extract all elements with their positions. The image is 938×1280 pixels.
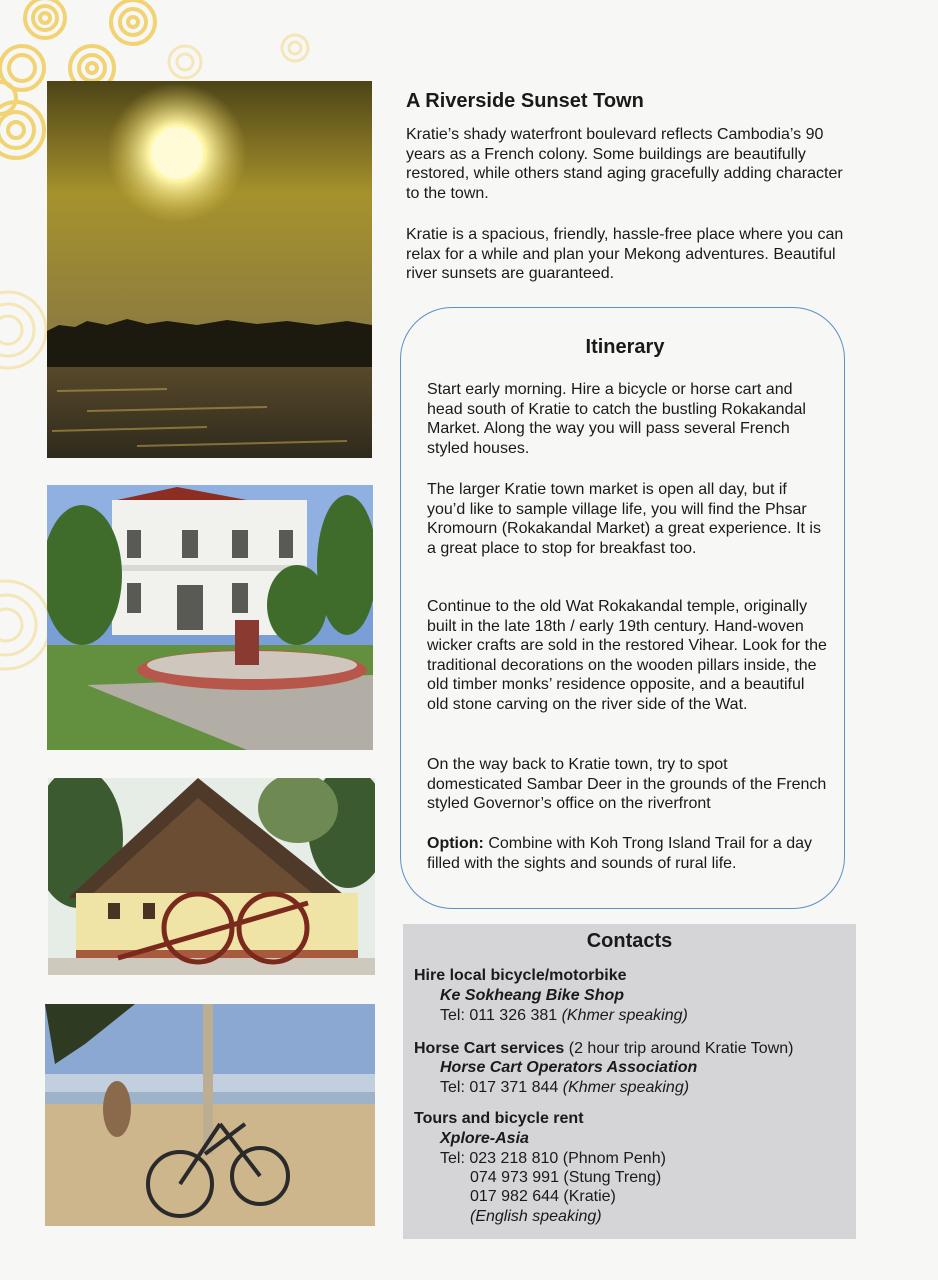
option-text: Combine with Koh Trong Island Trail for a day filled with the sights and sounds of rural life. xyxy=(427,835,813,872)
beach-bicycle-photo xyxy=(45,1004,375,1226)
tours-language-note: (English speaking) xyxy=(470,1208,602,1225)
temple-cart-photo xyxy=(48,778,375,975)
itinerary-paragraph: Start early morning. Hire a bicycle or horse cart and head south of Kratie to catch the bustling Rokakandal Market. Along the way you will pass several French styled houses. xyxy=(427,381,806,457)
cart-org-name: Horse Cart Operators Association xyxy=(440,1059,698,1076)
intro-paragraph: Kratie is a spacious, friendly, hassle-free place where you can relax for a while and plan your Mekong adventures. Beautiful river sunsets are guaranteed. xyxy=(406,226,844,282)
tours-heading: Tours and bicycle rent xyxy=(414,1110,584,1127)
page-title: A Riverside Sunset Town xyxy=(406,90,644,112)
bike-tel xyxy=(440,1006,688,1026)
cart-heading-label: Horse Cart services xyxy=(414,1040,565,1057)
option-label: Option: xyxy=(427,835,484,852)
tours-tel: 017 982 644 (Kratie) xyxy=(470,1188,616,1205)
colonial-mansion-photo xyxy=(47,485,373,750)
cart-heading xyxy=(414,1039,793,1059)
cart-tel-number: Tel: 017 371 844 xyxy=(440,1079,563,1096)
intro-paragraph: Kratie’s shady waterfront boulevard reflects Cambodia’s 90 years as a French colony. Some buildings are beautifully restored, while others stand aging gracefully adding character to the town. xyxy=(406,126,843,202)
itinerary-paragraph: On the way back to Kratie town, try to spot domesticated Sambar Deer in the grounds of the French styled Governor’s office on the riverfront xyxy=(427,756,827,812)
itinerary-option xyxy=(427,834,827,873)
bike-heading: Hire local bicycle/motorbike xyxy=(414,967,627,984)
bike-shop-name: Ke Sokheang Bike Shop xyxy=(440,987,625,1004)
cart-heading-note: (2 hour trip around Kratie Town) xyxy=(564,1040,794,1057)
tours-tel: 074 973 991 (Stung Treng) xyxy=(470,1169,662,1186)
river-sunset-photo xyxy=(47,81,372,458)
bike-tel-number: Tel: 011 326 381 xyxy=(440,1007,562,1024)
bike-language-note: (Khmer speaking) xyxy=(561,1007,688,1024)
cart-language-note: (Khmer speaking) xyxy=(562,1079,690,1096)
itinerary-paragraph: Continue to the old Wat Rokakandal temple, originally built in the late 18th / early 19th century. Hand-woven wicker crafts are sold in the restored Vihear. Look for the traditional decorations on the wooden pillars inside, the old timber monks’ residence opposite, and a beautiful old stone carving on the river side of the Wat. xyxy=(427,598,827,713)
itinerary-paragraph: The larger Kratie town market is open all day, but if you’d like to sample village life, you will find the Phsar Kromourn (Rokakandal Market) a great experience. It is a great place to stop for breakfast too. xyxy=(427,481,821,557)
itinerary-title: Itinerary xyxy=(585,336,665,358)
tours-org-name: Xplore-Asia xyxy=(440,1130,529,1147)
cart-tel xyxy=(440,1078,689,1098)
tours-tel: Tel: 023 218 810 (Phnom Penh) xyxy=(440,1150,666,1167)
contacts-title: Contacts xyxy=(586,930,673,952)
